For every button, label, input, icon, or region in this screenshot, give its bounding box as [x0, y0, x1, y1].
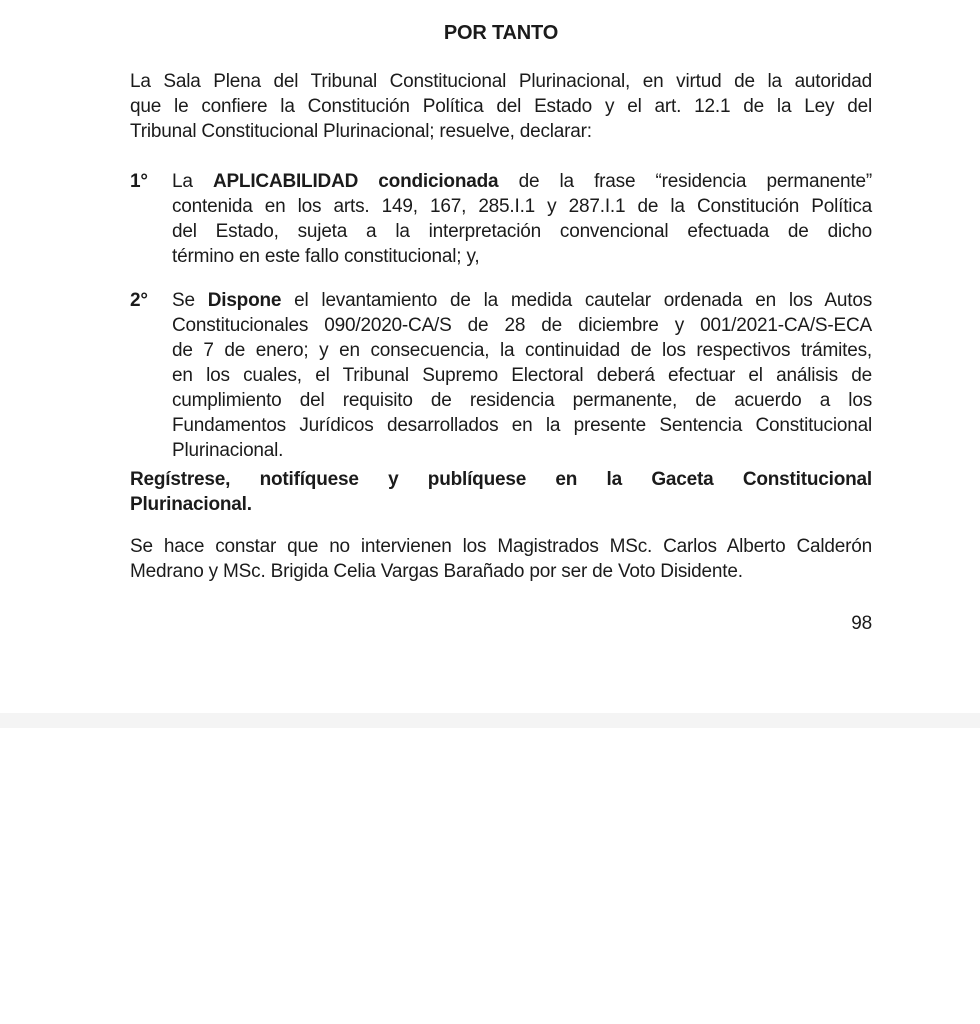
- text-line: Tribunal Constitucional Plurinacional; resuelve, declarar:: [130, 121, 592, 142]
- text-line: Fundamentos Jurídicos desarrollados en la presente Sentencia Constitucional: [172, 415, 872, 436]
- text-line: de 7 de enero; y en consecuencia, la continuidad de los respectivos trámites,: [172, 340, 872, 361]
- document-body: [130, 69, 872, 584]
- text-line: en los cuales, el Tribunal Supremo Electoral deberá efectuar el análisis de: [172, 365, 872, 386]
- text-line: que le confiere la Constitución Política del Estado y el art. 12.1 de la Ley del: [130, 96, 872, 117]
- text-line: Se hace constar que no intervienen los Magistrados MSc. Carlos Alberto Calderón: [130, 536, 872, 557]
- text-line: contenida en los arts. 149, 167, 285.I.1 y 287.I.1 de la Constitución Política: [172, 196, 872, 217]
- text-line: La APLICABILIDAD condicionada de la frase “residencia permanente”: [172, 171, 872, 192]
- text-line: Plurinacional.: [172, 440, 284, 461]
- text-line: del Estado, sujeta a la interpretación convencional efectuada de dicho: [172, 221, 872, 242]
- text-line: Medrano y MSc. Brigida Celia Vargas Barañado por ser de Voto Disidente.: [130, 561, 743, 582]
- item-number: 2°: [130, 290, 148, 311]
- paragraph: [130, 467, 872, 517]
- text-line: Se Dispone el levantamiento de la medida cautelar ordenada en los Autos: [172, 290, 872, 311]
- text-line: La Sala Plena del Tribunal Constitucional Plurinacional, en virtud de la autoridad: [130, 71, 872, 92]
- text-line: Plurinacional.: [130, 494, 252, 515]
- page-number: 98: [851, 613, 872, 634]
- text-line: cumplimiento del requisito de residencia permanente, de acuerdo a los: [172, 390, 872, 411]
- item-number: 1°: [130, 171, 148, 192]
- page-title: POR TANTO: [443, 22, 559, 44]
- paragraph: [130, 69, 872, 144]
- text-line: término en este fallo constitucional; y,: [172, 246, 480, 267]
- numbered-item: [130, 288, 872, 463]
- numbered-item: [130, 169, 872, 269]
- text-line: Regístrese, notifíquese y publíquese en la Gaceta Constitucional: [130, 469, 872, 490]
- paragraph: [130, 534, 872, 584]
- text-line: Constitucionales 090/2020-CA/S de 28 de diciembre y 001/2021-CA/S-ECA: [172, 315, 872, 336]
- document-page: [130, 0, 872, 636]
- page-separator: [0, 713, 980, 728]
